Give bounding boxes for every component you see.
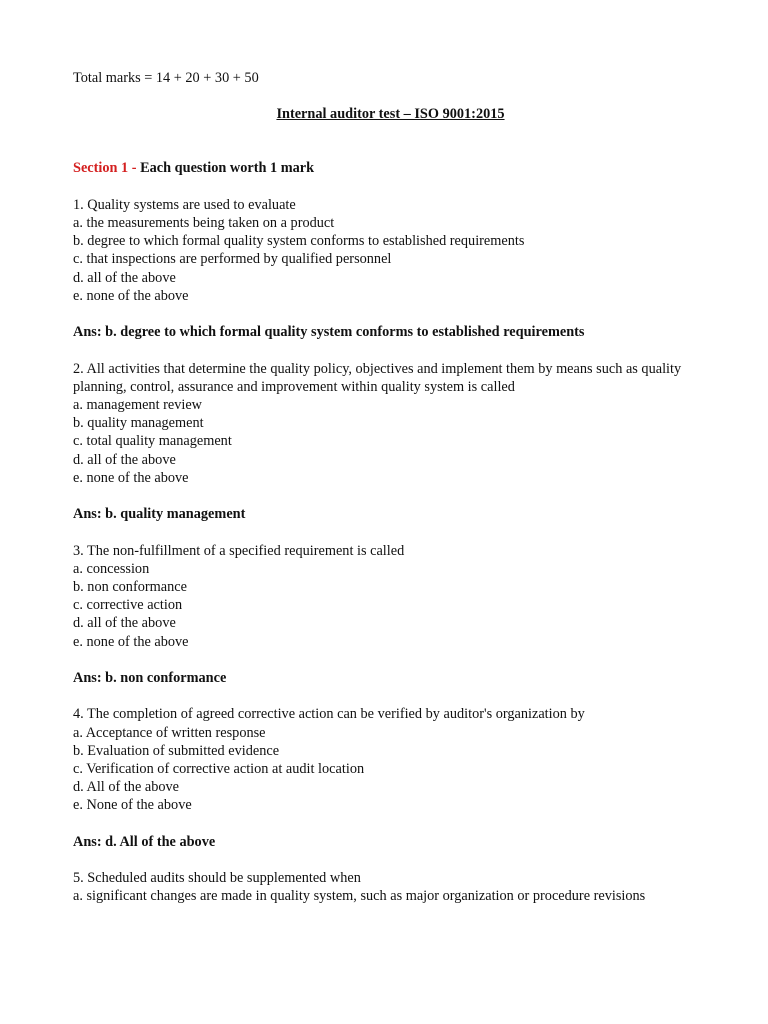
question-text: 1. Quality systems are used to evaluate: [73, 196, 296, 213]
answer-option: c. total quality management: [73, 433, 232, 450]
answer-key: Ans: d. All of the above: [73, 833, 216, 850]
answer-option: d. all of the above: [73, 269, 176, 286]
answer-option: a. Acceptance of written response: [73, 724, 266, 741]
spacer: [73, 815, 708, 833]
answer-option: d. All of the above: [73, 779, 180, 796]
question-text: 3. The non-fulfillment of a specified requirement is called: [73, 542, 405, 559]
answer-option: a. management review: [73, 397, 203, 413]
answer-option: c. Verification of corrective action at audit location: [73, 761, 365, 777]
spacer: [73, 651, 708, 669]
spacer: [73, 341, 708, 359]
question-text: 5. Scheduled audits should be supplemented when: [73, 870, 361, 887]
section-heading: [73, 159, 708, 177]
answer-key: Ans: b. non conformance: [73, 670, 227, 686]
spacer: [73, 178, 708, 196]
answer-option: b. quality management: [73, 415, 204, 432]
spacer: [73, 523, 708, 541]
answer-option: e. none of the above: [73, 469, 189, 486]
question-text: 2. All activities that determine the quality policy, objectives and implement them by means such as quality planning, control, assurance and improvement within quality system is called: [73, 360, 682, 395]
answer-option: b. degree to which formal quality system conforms to established requirements: [73, 233, 525, 250]
answer-option: a. concession: [73, 560, 150, 577]
document-title: Internal auditor test – ISO 9001:2015: [276, 106, 505, 123]
answer-option: c. that inspections are performed by qualified personnel: [73, 251, 392, 268]
spacer: [73, 305, 708, 323]
answer-option: c. corrective action: [73, 597, 183, 614]
section-description: Each question worth 1 mark: [140, 160, 315, 177]
answer-option: e. none of the above: [73, 287, 189, 304]
answer-key: Ans: b. degree to which formal quality system conforms to established requirements: [73, 324, 585, 341]
spacer: [73, 487, 708, 505]
spacer: [73, 687, 708, 705]
spacer: [73, 851, 708, 869]
section-separator: -: [128, 160, 141, 177]
answer-option: d. all of the above: [73, 451, 176, 468]
answer-option: a. significant changes are made in quality system, such as major organization or procedure revisions: [73, 888, 646, 905]
question-text: 4. The completion of agreed corrective action can be verified by auditor's organization by: [73, 706, 585, 723]
answer-option: b. non conformance: [73, 579, 187, 595]
answer-option: e. None of the above: [73, 797, 192, 814]
answer-key: Ans: b. quality management: [73, 506, 246, 523]
answer-option: b. Evaluation of submitted evidence: [73, 742, 280, 759]
answer-option: a. the measurements being taken on a product: [73, 215, 335, 231]
total-marks: Total marks = 14 + 20 + 30 + 50: [73, 70, 259, 86]
section-label: Section 1: [73, 160, 129, 177]
answer-option: e. none of the above: [73, 633, 189, 650]
answer-option: d. all of the above: [73, 615, 176, 632]
